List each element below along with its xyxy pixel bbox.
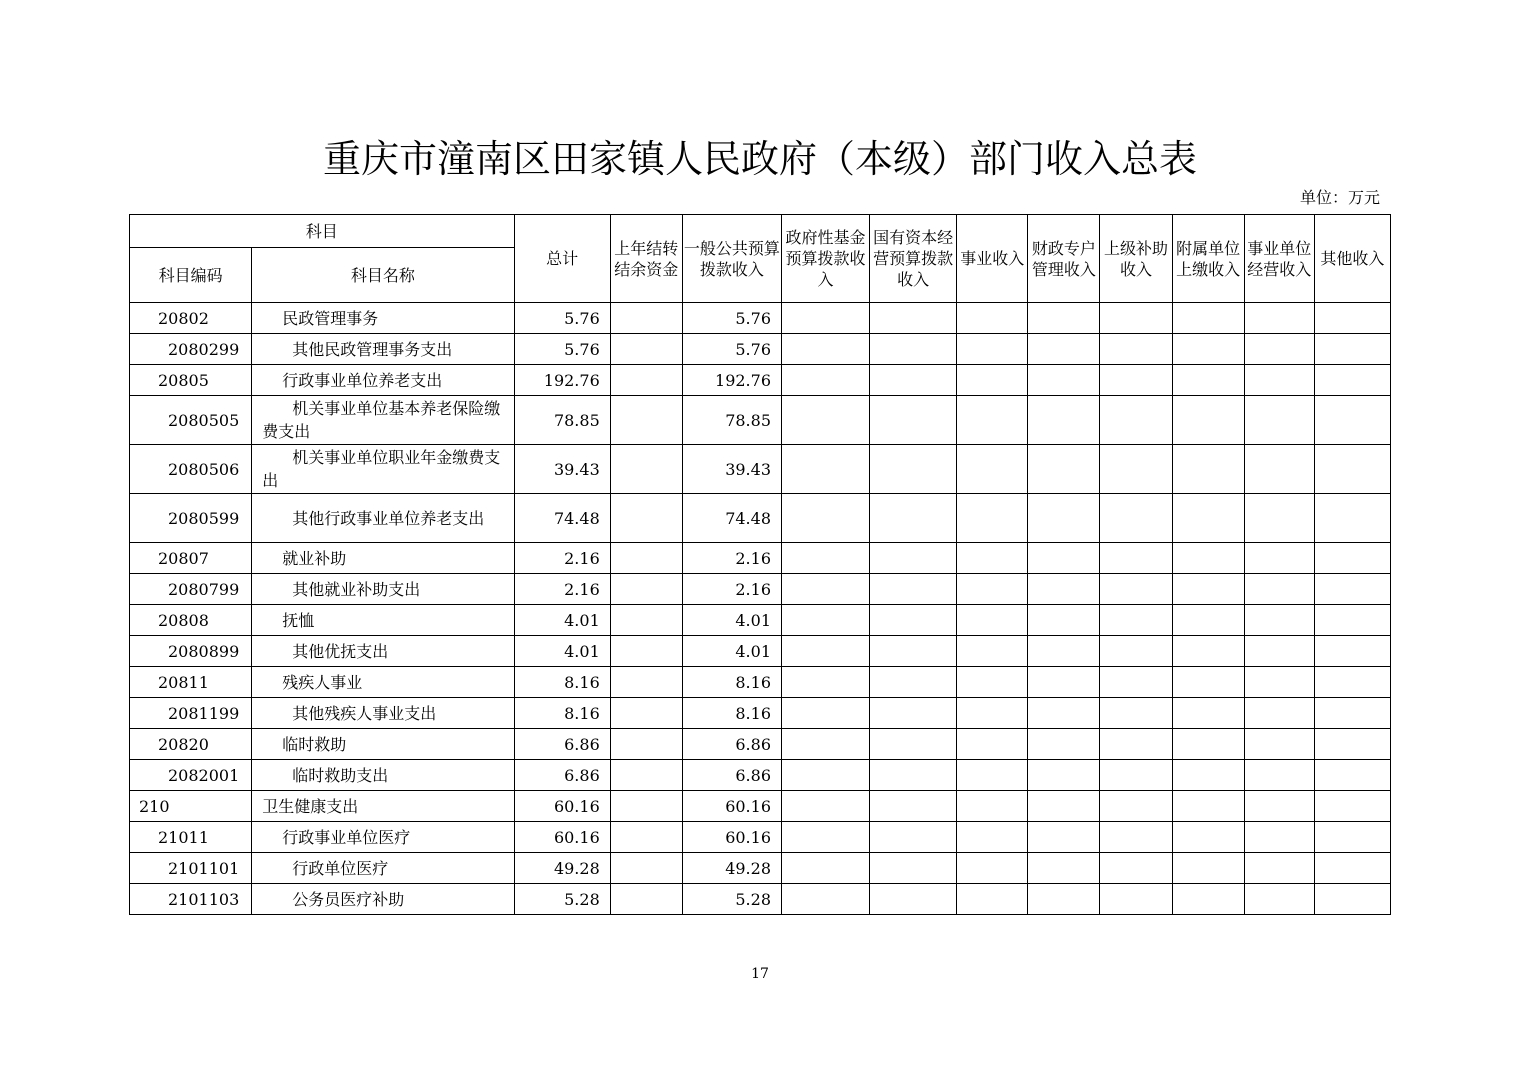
fiscal-special-cell	[1028, 791, 1100, 822]
superior-subsidy-cell	[1100, 574, 1172, 605]
business-cell	[957, 494, 1028, 543]
carryover-cell	[610, 853, 682, 884]
state-capital-cell	[870, 365, 957, 396]
business-cell	[957, 884, 1028, 915]
total-cell: 2.16	[514, 574, 610, 605]
superior-subsidy-cell	[1100, 884, 1172, 915]
subject-code-cell: 20820	[130, 729, 252, 760]
subject-code-cell: 2082001	[130, 760, 252, 791]
gov-fund-cell	[782, 822, 870, 853]
other-cell	[1314, 543, 1390, 574]
total-cell: 8.16	[514, 667, 610, 698]
business-cell	[957, 791, 1028, 822]
carryover-cell	[610, 494, 682, 543]
fiscal-special-cell	[1028, 636, 1100, 667]
affiliated-cell	[1172, 365, 1244, 396]
other-cell	[1314, 853, 1390, 884]
affiliated-cell	[1172, 760, 1244, 791]
subject-name-cell: 机关事业单位职业年金缴费支出	[252, 445, 514, 494]
superior-subsidy-cell	[1100, 396, 1172, 445]
affiliated-cell	[1172, 605, 1244, 636]
affiliated-cell	[1172, 334, 1244, 365]
general-budget-cell: 74.48	[682, 494, 781, 543]
gov-fund-cell	[782, 543, 870, 574]
carryover-cell	[610, 698, 682, 729]
carryover-cell	[610, 884, 682, 915]
superior-subsidy-cell	[1100, 334, 1172, 365]
carryover-cell	[610, 822, 682, 853]
table-row	[130, 822, 1391, 853]
carryover-cell	[610, 445, 682, 494]
operating-cell	[1244, 334, 1314, 365]
fiscal-special-cell	[1028, 667, 1100, 698]
subject-code-cell: 2101103	[130, 884, 252, 915]
fiscal-special-cell	[1028, 574, 1100, 605]
total-cell: 5.76	[514, 303, 610, 334]
state-capital-cell	[870, 822, 957, 853]
state-capital-cell	[870, 760, 957, 791]
other-cell	[1314, 667, 1390, 698]
gov-fund-cell	[782, 853, 870, 884]
header-code: 科目编码	[130, 248, 252, 303]
table-row	[130, 365, 1391, 396]
subject-name-cell: 其他就业补助支出	[252, 574, 514, 605]
operating-cell	[1244, 396, 1314, 445]
subject-code-cell: 2101101	[130, 853, 252, 884]
total-cell: 49.28	[514, 853, 610, 884]
other-cell	[1314, 791, 1390, 822]
state-capital-cell	[870, 729, 957, 760]
table-row	[130, 729, 1391, 760]
carryover-cell	[610, 667, 682, 698]
table-row	[130, 303, 1391, 334]
general-budget-cell: 60.16	[682, 791, 781, 822]
general-budget-cell: 6.86	[682, 760, 781, 791]
total-cell: 5.76	[514, 334, 610, 365]
general-budget-cell: 6.86	[682, 729, 781, 760]
subject-code-cell: 2080505	[130, 396, 252, 445]
gov-fund-cell	[782, 605, 870, 636]
gov-fund-cell	[782, 667, 870, 698]
total-cell: 60.16	[514, 822, 610, 853]
affiliated-cell	[1172, 822, 1244, 853]
operating-cell	[1244, 494, 1314, 543]
business-cell	[957, 605, 1028, 636]
subject-name-cell: 行政事业单位医疗	[252, 822, 514, 853]
operating-cell	[1244, 365, 1314, 396]
subject-name-cell: 机关事业单位基本养老保险缴费支出	[252, 396, 514, 445]
affiliated-cell	[1172, 884, 1244, 915]
business-cell	[957, 543, 1028, 574]
carryover-cell	[610, 636, 682, 667]
gov-fund-cell	[782, 791, 870, 822]
operating-cell	[1244, 791, 1314, 822]
other-cell	[1314, 729, 1390, 760]
state-capital-cell	[870, 884, 957, 915]
general-budget-cell: 5.76	[682, 334, 781, 365]
subject-name-cell: 临时救助支出	[252, 760, 514, 791]
total-cell: 8.16	[514, 698, 610, 729]
state-capital-cell	[870, 494, 957, 543]
affiliated-cell	[1172, 791, 1244, 822]
superior-subsidy-cell	[1100, 853, 1172, 884]
state-capital-cell	[870, 791, 957, 822]
gov-fund-cell	[782, 365, 870, 396]
general-budget-cell: 2.16	[682, 574, 781, 605]
affiliated-cell	[1172, 396, 1244, 445]
business-cell	[957, 303, 1028, 334]
total-cell: 4.01	[514, 605, 610, 636]
state-capital-cell	[870, 605, 957, 636]
carryover-cell	[610, 729, 682, 760]
superior-subsidy-cell	[1100, 822, 1172, 853]
superior-subsidy-cell	[1100, 605, 1172, 636]
state-capital-cell	[870, 543, 957, 574]
header-subject: 科目	[130, 215, 515, 248]
gov-fund-cell	[782, 884, 870, 915]
general-budget-cell: 4.01	[682, 605, 781, 636]
header-fiscal-special: 财政专户管理收入	[1028, 215, 1100, 303]
general-budget-cell: 60.16	[682, 822, 781, 853]
operating-cell	[1244, 303, 1314, 334]
other-cell	[1314, 365, 1390, 396]
operating-cell	[1244, 760, 1314, 791]
revenue-table	[129, 214, 1391, 915]
subject-name-cell: 公务员医疗补助	[252, 884, 514, 915]
general-budget-cell: 78.85	[682, 396, 781, 445]
business-cell	[957, 729, 1028, 760]
subject-code-cell: 20805	[130, 365, 252, 396]
superior-subsidy-cell	[1100, 636, 1172, 667]
table-row	[130, 445, 1391, 494]
fiscal-special-cell	[1028, 853, 1100, 884]
table-row	[130, 494, 1391, 543]
affiliated-cell	[1172, 303, 1244, 334]
business-cell	[957, 334, 1028, 365]
table-row	[130, 543, 1391, 574]
operating-cell	[1244, 698, 1314, 729]
business-cell	[957, 760, 1028, 791]
superior-subsidy-cell	[1100, 303, 1172, 334]
general-budget-cell: 5.76	[682, 303, 781, 334]
other-cell	[1314, 574, 1390, 605]
operating-cell	[1244, 822, 1314, 853]
operating-cell	[1244, 853, 1314, 884]
superior-subsidy-cell	[1100, 698, 1172, 729]
general-budget-cell: 5.28	[682, 884, 781, 915]
subject-code-cell: 21011	[130, 822, 252, 853]
business-cell	[957, 667, 1028, 698]
affiliated-cell	[1172, 698, 1244, 729]
gov-fund-cell	[782, 636, 870, 667]
header-affiliated: 附属单位上缴收入	[1172, 215, 1244, 303]
table-row	[130, 760, 1391, 791]
subject-code-cell: 2080599	[130, 494, 252, 543]
fiscal-special-cell	[1028, 698, 1100, 729]
business-cell	[957, 574, 1028, 605]
table-row	[130, 698, 1391, 729]
state-capital-cell	[870, 303, 957, 334]
operating-cell	[1244, 636, 1314, 667]
subject-code-cell: 2080506	[130, 445, 252, 494]
state-capital-cell	[870, 574, 957, 605]
total-cell: 4.01	[514, 636, 610, 667]
subject-code-cell: 2080899	[130, 636, 252, 667]
header-operating: 事业单位经营收入	[1244, 215, 1314, 303]
operating-cell	[1244, 729, 1314, 760]
general-budget-cell: 4.01	[682, 636, 781, 667]
header-carryover: 上年结转结余资金	[610, 215, 682, 303]
other-cell	[1314, 396, 1390, 445]
business-cell	[957, 698, 1028, 729]
table-row	[130, 636, 1391, 667]
total-cell: 60.16	[514, 791, 610, 822]
total-cell: 2.16	[514, 543, 610, 574]
other-cell	[1314, 884, 1390, 915]
subject-code-cell: 20808	[130, 605, 252, 636]
general-budget-cell: 192.76	[682, 365, 781, 396]
subject-name-cell: 行政事业单位养老支出	[252, 365, 514, 396]
other-cell	[1314, 494, 1390, 543]
state-capital-cell	[870, 445, 957, 494]
general-budget-cell: 2.16	[682, 543, 781, 574]
other-cell	[1314, 303, 1390, 334]
fiscal-special-cell	[1028, 822, 1100, 853]
general-budget-cell: 8.16	[682, 698, 781, 729]
subject-name-cell: 其他行政事业单位养老支出	[252, 494, 514, 543]
subject-code-cell: 2081199	[130, 698, 252, 729]
affiliated-cell	[1172, 445, 1244, 494]
business-cell	[957, 396, 1028, 445]
other-cell	[1314, 698, 1390, 729]
fiscal-special-cell	[1028, 334, 1100, 365]
operating-cell	[1244, 574, 1314, 605]
subject-name-cell: 卫生健康支出	[252, 791, 514, 822]
affiliated-cell	[1172, 543, 1244, 574]
operating-cell	[1244, 884, 1314, 915]
header-state-capital: 国有资本经营预算拨款收入	[870, 215, 957, 303]
total-cell: 74.48	[514, 494, 610, 543]
business-cell	[957, 853, 1028, 884]
superior-subsidy-cell	[1100, 791, 1172, 822]
subject-name-cell: 其他残疾人事业支出	[252, 698, 514, 729]
header-gov-fund: 政府性基金预算拨款收入	[782, 215, 870, 303]
subject-code-cell: 2080299	[130, 334, 252, 365]
subject-name-cell: 民政管理事务	[252, 303, 514, 334]
fiscal-special-cell	[1028, 494, 1100, 543]
other-cell	[1314, 334, 1390, 365]
superior-subsidy-cell	[1100, 729, 1172, 760]
other-cell	[1314, 445, 1390, 494]
fiscal-special-cell	[1028, 303, 1100, 334]
total-cell: 39.43	[514, 445, 610, 494]
table-row	[130, 853, 1391, 884]
carryover-cell	[610, 365, 682, 396]
total-cell: 5.28	[514, 884, 610, 915]
page-title: 重庆市潼南区田家镇人民政府（本级）部门收入总表	[322, 137, 1197, 181]
operating-cell	[1244, 605, 1314, 636]
table-row	[130, 884, 1391, 915]
superior-subsidy-cell	[1100, 667, 1172, 698]
gov-fund-cell	[782, 303, 870, 334]
subject-name-cell: 残疾人事业	[252, 667, 514, 698]
superior-subsidy-cell	[1100, 445, 1172, 494]
gov-fund-cell	[782, 698, 870, 729]
business-cell	[957, 445, 1028, 494]
affiliated-cell	[1172, 494, 1244, 543]
carryover-cell	[610, 334, 682, 365]
gov-fund-cell	[782, 334, 870, 365]
superior-subsidy-cell	[1100, 365, 1172, 396]
table-row	[130, 605, 1391, 636]
carryover-cell	[610, 303, 682, 334]
other-cell	[1314, 636, 1390, 667]
other-cell	[1314, 822, 1390, 853]
header-other: 其他收入	[1314, 215, 1390, 303]
other-cell	[1314, 760, 1390, 791]
fiscal-special-cell	[1028, 760, 1100, 791]
general-budget-cell: 8.16	[682, 667, 781, 698]
operating-cell	[1244, 543, 1314, 574]
business-cell	[957, 636, 1028, 667]
subject-name-cell: 抚恤	[252, 605, 514, 636]
subject-code-cell: 20811	[130, 667, 252, 698]
header-total: 总计	[514, 215, 610, 303]
affiliated-cell	[1172, 667, 1244, 698]
total-cell: 78.85	[514, 396, 610, 445]
state-capital-cell	[870, 698, 957, 729]
gov-fund-cell	[782, 729, 870, 760]
gov-fund-cell	[782, 494, 870, 543]
state-capital-cell	[870, 396, 957, 445]
subject-name-cell: 就业补助	[252, 543, 514, 574]
header-name: 科目名称	[252, 248, 514, 303]
fiscal-special-cell	[1028, 605, 1100, 636]
superior-subsidy-cell	[1100, 543, 1172, 574]
header-superior-subsidy: 上级补助收入	[1100, 215, 1172, 303]
fiscal-special-cell	[1028, 445, 1100, 494]
total-cell: 192.76	[514, 365, 610, 396]
gov-fund-cell	[782, 574, 870, 605]
other-cell	[1314, 605, 1390, 636]
fiscal-special-cell	[1028, 729, 1100, 760]
business-cell	[957, 822, 1028, 853]
carryover-cell	[610, 543, 682, 574]
fiscal-special-cell	[1028, 543, 1100, 574]
page-number: 17	[751, 966, 769, 982]
fiscal-special-cell	[1028, 884, 1100, 915]
carryover-cell	[610, 791, 682, 822]
superior-subsidy-cell	[1100, 494, 1172, 543]
carryover-cell	[610, 760, 682, 791]
subject-name-cell: 临时救助	[252, 729, 514, 760]
business-cell	[957, 365, 1028, 396]
subject-code-cell: 20802	[130, 303, 252, 334]
total-cell: 6.86	[514, 760, 610, 791]
affiliated-cell	[1172, 636, 1244, 667]
gov-fund-cell	[782, 760, 870, 791]
affiliated-cell	[1172, 729, 1244, 760]
header-business: 事业收入	[957, 215, 1028, 303]
superior-subsidy-cell	[1100, 760, 1172, 791]
operating-cell	[1244, 667, 1314, 698]
table-row	[130, 667, 1391, 698]
state-capital-cell	[870, 334, 957, 365]
subject-code-cell: 20807	[130, 543, 252, 574]
subject-name-cell: 其他民政管理事务支出	[252, 334, 514, 365]
table-row	[130, 396, 1391, 445]
header-general-budget: 一般公共预算拨款收入	[682, 215, 781, 303]
fiscal-special-cell	[1028, 396, 1100, 445]
general-budget-cell: 49.28	[682, 853, 781, 884]
table-row	[130, 791, 1391, 822]
general-budget-cell: 39.43	[682, 445, 781, 494]
subject-name-cell: 其他优抚支出	[252, 636, 514, 667]
affiliated-cell	[1172, 574, 1244, 605]
state-capital-cell	[870, 853, 957, 884]
table-row	[130, 334, 1391, 365]
gov-fund-cell	[782, 396, 870, 445]
state-capital-cell	[870, 667, 957, 698]
gov-fund-cell	[782, 445, 870, 494]
carryover-cell	[610, 605, 682, 636]
fiscal-special-cell	[1028, 365, 1100, 396]
carryover-cell	[610, 574, 682, 605]
subject-code-cell: 210	[130, 791, 252, 822]
subject-code-cell: 2080799	[130, 574, 252, 605]
affiliated-cell	[1172, 853, 1244, 884]
carryover-cell	[610, 396, 682, 445]
operating-cell	[1244, 445, 1314, 494]
total-cell: 6.86	[514, 729, 610, 760]
table-row	[130, 574, 1391, 605]
state-capital-cell	[870, 636, 957, 667]
unit-label: 单位：万元	[1299, 188, 1380, 207]
subject-name-cell: 行政单位医疗	[252, 853, 514, 884]
